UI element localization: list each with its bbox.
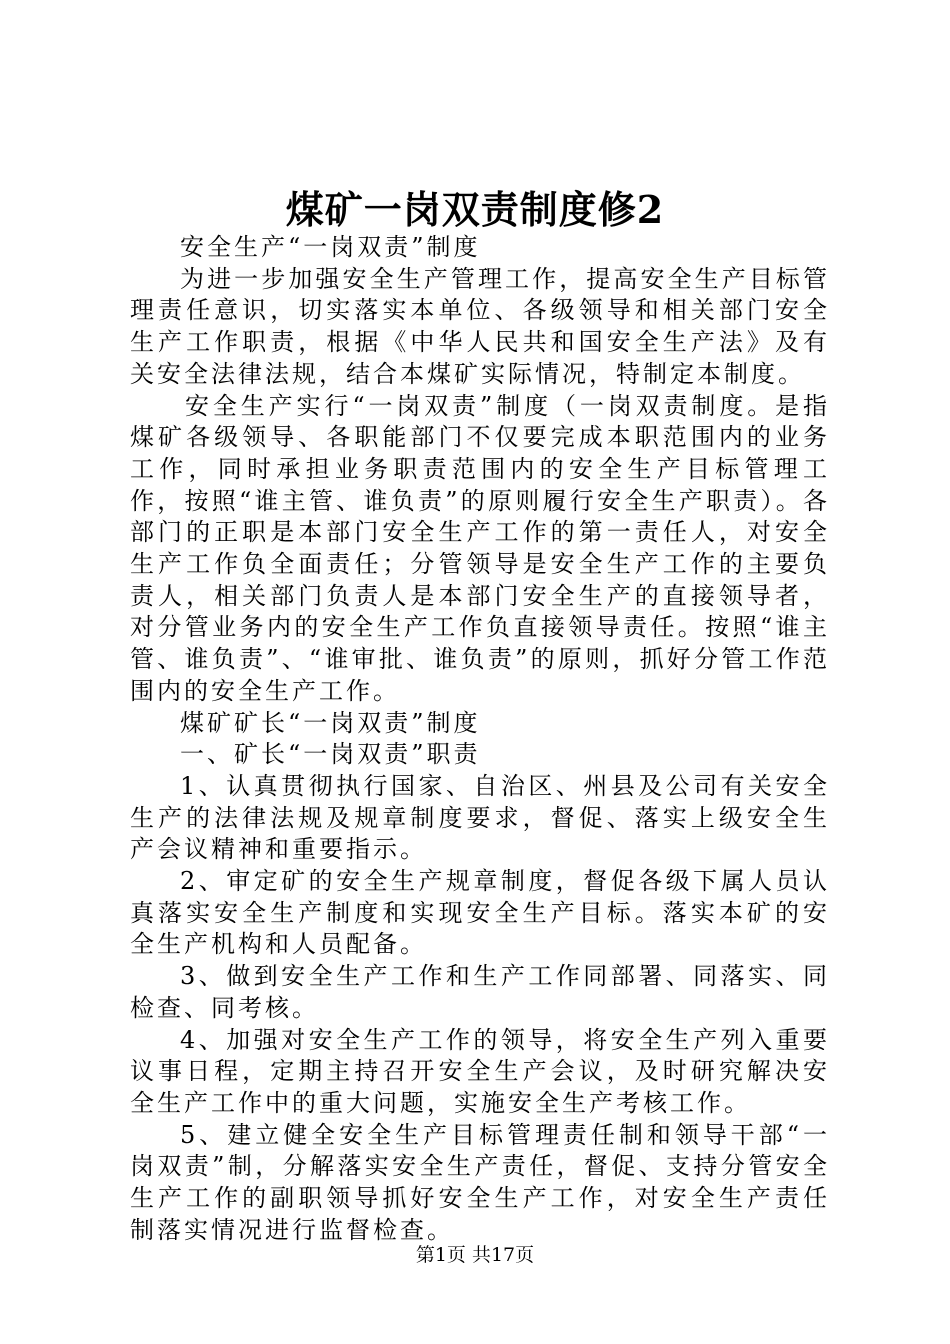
list-item: 5、建立健全安全生产目标管理责任制和领导干部“一岗双责”制，分解落实安全生产责任，督促、支持分管安全生产工作的副职领导抓好安全生产工作，对安全生产责任制落实情况进行监督检查。 [130, 1120, 830, 1244]
body-paragraph: 为进一步加强安全生产管理工作，提高安全生产目标管理责任意识，切实落实本单位、各级领导和相关部门安全生产工作职责，根据《中华人民共和国安全生产法》及有关安全法律法规，结合本煤矿实际情况，特制定本制度。 [130, 264, 830, 388]
list-item: 2、审定矿的安全生产规章制度，督促各级下属人员认真落实安全生产制度和实现安全生产目标。落实本矿的安全生产机构和人员配备。 [130, 867, 830, 959]
section-heading: 煤矿矿长“一岗双责”制度 [180, 708, 481, 737]
list-item: 3、做到安全生产工作和生产工作同部署、同落实、同检查、同考核。 [130, 962, 830, 1022]
page-number: 第1页 共17页 [415, 1244, 535, 1266]
body-paragraph: 安全生产实行“一岗双责”制度（一岗双责制度。是指煤矿各级领导、各职能部门不仅要完成本职范围内的业务工作，同时承担业务职责范围内的安全生产目标管理工作，按照“谁主管、谁负责”的原则履行安全生产职责）。各部门的正职是本部门安全生产工作的第一责任人，对安全生产工作负全面责任；分管领导是安全生产工作的主要负责人，相关部门负责人是本部门安全生产的直接领导者，对分管业务内的安全生产工作负直接领导责任。按照“谁主管、谁负责”、“谁审批、谁负责”的原则，抓好分管工作范围内的安全生产工作。 [130, 391, 830, 705]
section-heading: 安全生产“一岗双责”制度 [180, 233, 481, 261]
list-item: 1、认真贯彻执行国家、自治区、州县及公司有关安全生产的法律法规及规章制度要求，督促、落实上级安全生产会议精神和重要指示。 [130, 771, 830, 864]
document-body [130, 232, 830, 1247]
list-item: 4、加强对安全生产工作的领导，将安全生产列入重要议事日程，定期主持召开安全生产会议，及时研究解决安全生产工作中的重大问题，实施安全生产考核工作。 [130, 1025, 830, 1117]
document-title: 煤矿一岗双责制度修2 [285, 187, 665, 232]
section-subheading: 一、矿长“一岗双责”职责 [180, 740, 481, 769]
